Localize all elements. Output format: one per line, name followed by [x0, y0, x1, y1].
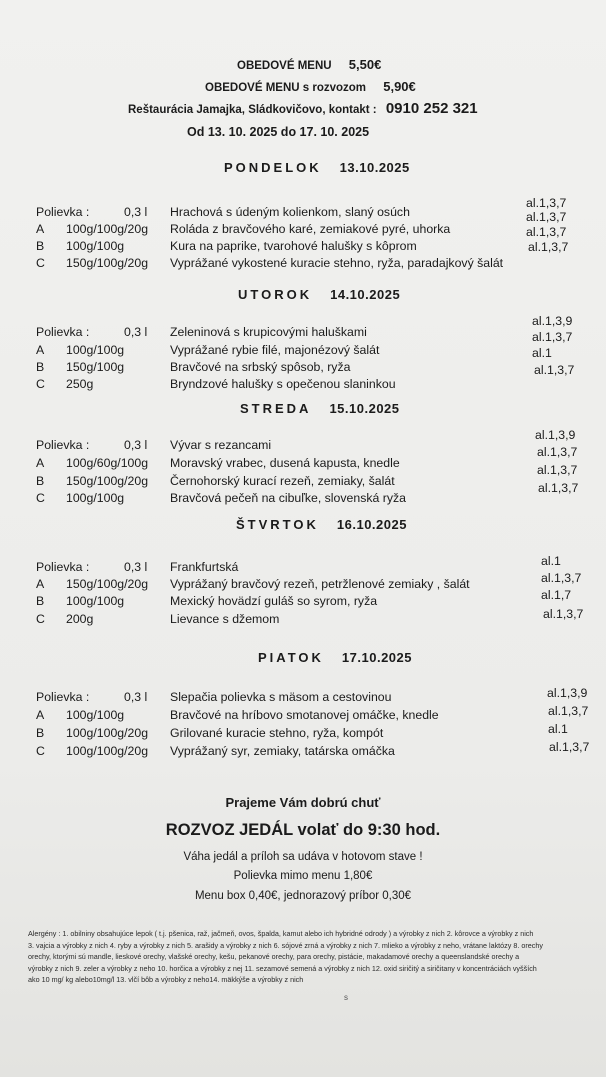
dish-name: Roláda z bravčového karé, zemiakové pyré, uhorka [170, 222, 451, 236]
dish-name: Bravčové na hríbovo smotanovej omáčke, knedle [170, 708, 439, 722]
meal-weight: 100g/100g [66, 343, 125, 357]
meal-weight: 250g [66, 377, 94, 391]
meal-row [0, 360, 606, 376]
allergen-codes: al.1,7 [541, 588, 572, 602]
meal-weight: 150g/100g/20g [66, 577, 149, 591]
meal-row [0, 577, 606, 593]
day-name: UTOROK [238, 287, 313, 302]
soup-label: Polievka : [36, 560, 90, 574]
menu-price-line [237, 57, 381, 72]
dish-name: Vyprážaný bravčový rezeň, petržlenové zemiaky , šalát [170, 577, 470, 591]
soup-row [0, 325, 606, 341]
meal-row [0, 222, 606, 238]
meal-weight: 100g/100g [66, 239, 125, 253]
allergen-codes: al.1,3,7 [534, 363, 575, 377]
allergen-line: ako 10 mg/ kg alebo10mg/l 13. vlčí bôb a výrobky z neho14. mäkkýše a výrobky z nich [28, 975, 304, 985]
day-heading [258, 650, 412, 665]
meal-row [0, 594, 606, 610]
soup-row [0, 438, 606, 454]
allergen-codes: al.1,3,7 [526, 196, 567, 210]
soup-label: Polievka : [36, 690, 90, 704]
soup-label: Polievka : [36, 325, 90, 339]
allergen-line: 3. vajcia a výrobky z nich 4. ryby a výrobky z nich 5. arašidy a výrobky z nich 6. sójové zrná a výrobky z nich 7. mlieko a výrobky z neho, vrátane laktózy 8. orechy [28, 940, 543, 950]
meal-row [0, 343, 606, 359]
meal-letter: C [36, 377, 45, 391]
allergen-codes: al.1,3,7 [537, 463, 578, 477]
dish-name: Slepačia polievka s mäsom a cestovinou [170, 690, 392, 704]
menu-price: 5,50€ [348, 57, 382, 72]
meal-letter: A [36, 577, 45, 591]
day-date: 15.10.2025 [329, 401, 400, 416]
meal-letter: A [36, 456, 45, 470]
day-date: 13.10.2025 [339, 160, 410, 175]
meal-letter: B [36, 474, 45, 488]
meal-letter: B [36, 239, 45, 253]
meal-weight: 150g/100g/20g [66, 256, 149, 270]
allergen-codes: al.1,3,7 [537, 445, 578, 459]
day-date: 16.10.2025 [336, 517, 407, 532]
bon-appetit: Prajeme Vám dobrú chuť [225, 795, 381, 810]
meal-row [0, 491, 606, 507]
meal-weight: 100g/100g/20g [66, 726, 149, 740]
day-heading [224, 160, 410, 175]
meal-letter: A [36, 222, 45, 236]
meal-row [0, 456, 606, 472]
dish-name: Černohorský kurací rezeň, zemiaky, šalát [170, 474, 395, 488]
allergen-line: orechy, ktorými sú mandle, lieskové orechy, vlašské orechy, kešu, pekanové orechy, para orechy, pistácie, makadamové orechy a queenslandské orechy a [28, 952, 520, 962]
meal-letter: B [36, 594, 45, 608]
dish-name: Vyprážaný syr, zemiaky, tatárska omáčka [170, 744, 395, 758]
restaurant-name: Reštaurácia Jamajka, Sládkovičovo, kontakt : [128, 104, 377, 116]
allergen-codes: al.1,3,7 [526, 210, 567, 224]
allergen-codes: al.1,3,9 [547, 686, 588, 700]
allergen-codes: al.1,3,7 [538, 481, 579, 495]
meal-row [0, 256, 606, 272]
restaurant-line [128, 100, 478, 117]
day-date: 14.10.2025 [330, 287, 401, 302]
meal-letter: A [36, 708, 45, 722]
meal-letter: C [36, 612, 45, 626]
dish-name: Bravčová pečeň na cibuľke, slovenská ryža [170, 491, 406, 505]
day-heading [238, 287, 400, 302]
meal-letter: C [36, 256, 45, 270]
meal-row [0, 377, 606, 393]
meal-row [0, 726, 606, 742]
allergen-line: Alergény : 1. obilniny obsahujúce lepok ( t.j. pšenica, raž, jačmeň, ovos, špalda, kamut alebo ich hybridné odrody ) a výrobky z nich 2. kôrovce a výrobky z nich [28, 929, 534, 938]
dish-name: Bryndzové halušky s opečenou slaninkou [170, 377, 396, 391]
allergen-codes: al.1,3,7 [528, 240, 569, 254]
meal-weight: 150g/100g [66, 360, 125, 374]
delivery-title: OBEDOVÉ MENU s rozvozom [205, 82, 367, 94]
meal-weight: 200g [66, 612, 94, 626]
meal-row [0, 744, 606, 760]
dish-name: Moravský vrabec, dusená kapusta, knedle [170, 456, 400, 470]
dish-name: Lievance s džemom [170, 612, 280, 626]
dish-name: Vývar s rezancami [170, 438, 272, 452]
soup-label: Polievka : [36, 438, 90, 452]
allergen-codes: al.1,3,9 [532, 314, 573, 328]
day-name: STREDA [240, 401, 312, 416]
meal-weight: 100g/60g/100g [66, 456, 149, 470]
allergen-codes: al.1 [548, 722, 568, 736]
dish-name: Vyprážané rybie filé, majonézový šalát [170, 343, 380, 357]
soup-label: Polievka : [36, 205, 90, 219]
dish-name: Hrachová s údeným kolienkom, slaný osúch [170, 205, 410, 219]
allergen-codes: al.1 [532, 346, 552, 360]
meal-weight: 100g/100g/20g [66, 744, 149, 758]
meal-weight: 100g/100g/20g [66, 222, 149, 236]
day-name: PIATOK [258, 650, 324, 665]
allergen-codes: al.1,3,7 [532, 330, 573, 344]
meal-row [0, 474, 606, 490]
dish-name: Grilované kuracie stehno, ryža, kompót [170, 726, 384, 740]
day-name: ŠTVRTOK [236, 517, 319, 532]
meal-row [0, 612, 606, 628]
dish-name: Mexický hovädzí guláš so syrom, ryža [170, 594, 378, 608]
soup-row [0, 205, 606, 221]
meal-weight: 100g/100g [66, 594, 125, 608]
day-name: PONDELOK [224, 160, 322, 175]
soup-volume: 0,3 l [124, 690, 148, 704]
allergen-legend [28, 928, 598, 986]
delivery-deadline: ROZVOZ JEDÁL volať do 9:30 hod. [165, 821, 441, 839]
delivery-price: 5,90€ [383, 79, 416, 94]
stray-mark: s [344, 993, 348, 1002]
meal-letter: C [36, 744, 45, 758]
weight-note: Váha jedál a príloh sa udáva v hotovom stave ! [183, 851, 423, 863]
meal-letter: A [36, 343, 45, 357]
soup-volume: 0,3 l [124, 438, 148, 452]
meal-letter: B [36, 360, 45, 374]
allergen-line: výrobky z nich 9. zeler a výrobky z neho 10. horčica a výrobky z nej 11. sezamové semená a výrobky z nich 12. oxid siričitý a siričitany v koncentráciách vyšších [28, 963, 537, 973]
soup-row [0, 560, 606, 576]
meal-letter: C [36, 491, 45, 505]
dish-name: Zeleninová s krupicovými haluškami [170, 325, 367, 339]
delivery-price-line [205, 79, 416, 94]
day-heading [236, 517, 407, 532]
phone-number: 0910 252 321 [385, 100, 478, 117]
soup-row [0, 690, 606, 706]
menu-period: Od 13. 10. 2025 do 17. 10. 2025 [187, 125, 370, 139]
meal-row [0, 239, 606, 255]
meal-weight: 100g/100g [66, 491, 125, 505]
meal-letter: B [36, 726, 45, 740]
meal-weight: 150g/100g/20g [66, 474, 149, 488]
box-note: Menu box 0,40€, jednorazový príbor 0,30€ [194, 890, 412, 902]
allergen-codes: al.1,3,7 [549, 740, 590, 754]
allergen-codes: al.1,3,7 [526, 225, 567, 239]
dish-name: Kura na paprike, tvarohové halušky s kôprom [170, 239, 417, 253]
soup-note: Polievka mimo menu 1,80€ [233, 870, 373, 882]
allergen-codes: al.1,3,7 [543, 607, 584, 621]
menu-title: OBEDOVÉ MENU [237, 60, 332, 72]
meal-weight: 100g/100g [66, 708, 125, 722]
meal-row [0, 708, 606, 724]
soup-volume: 0,3 l [124, 325, 148, 339]
soup-volume: 0,3 l [124, 560, 148, 574]
day-date: 17.10.2025 [341, 650, 412, 665]
day-heading [240, 401, 400, 416]
soup-volume: 0,3 l [124, 205, 148, 219]
allergen-codes: al.1,3,9 [535, 428, 576, 442]
allergen-codes: al.1 [541, 554, 561, 568]
dish-name: Frankfurtská [170, 560, 239, 574]
allergen-codes: al.1,3,7 [548, 704, 589, 718]
allergen-codes: al.1,3,7 [541, 571, 582, 585]
dish-name: Vyprážané vykostené kuracie stehno, ryža, paradajkový šalát [170, 256, 504, 270]
dish-name: Bravčové na srbský spôsob, ryža [170, 360, 351, 374]
